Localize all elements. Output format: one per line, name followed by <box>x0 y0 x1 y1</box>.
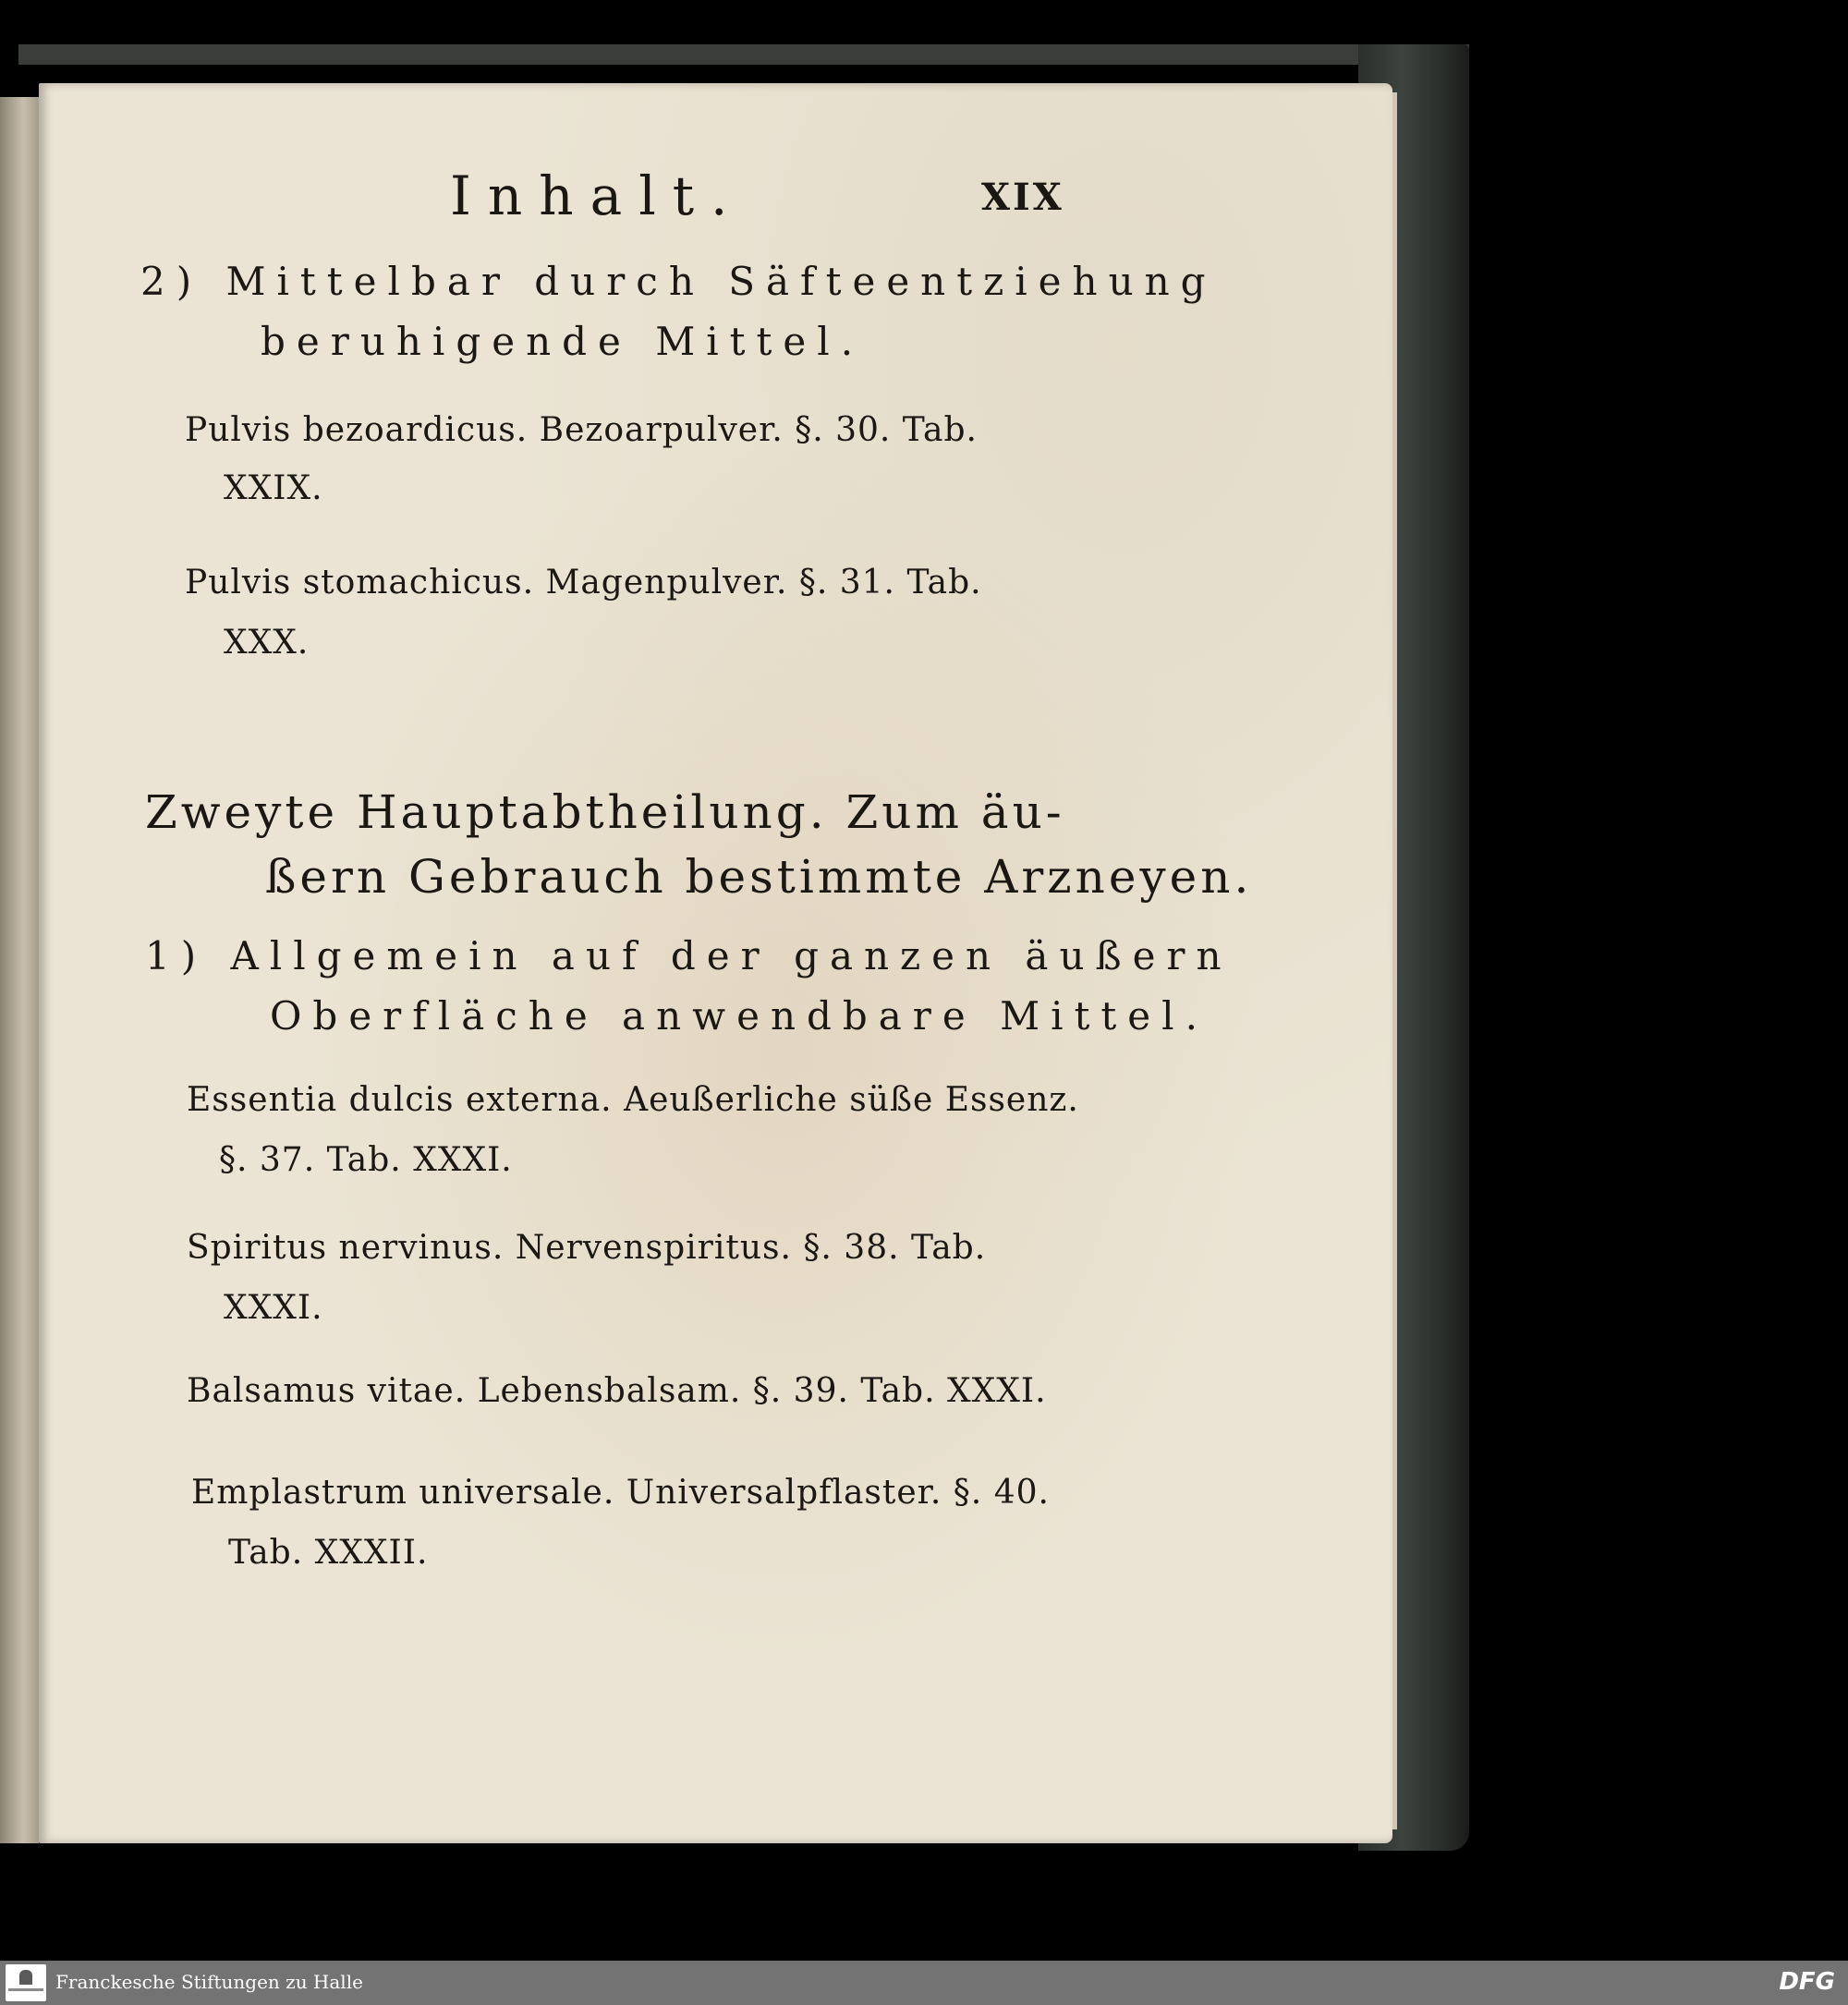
viewer-footer <box>0 1961 1848 2005</box>
part-heading-2: Zweyte Hauptabtheilung. Zum äu- <box>145 785 1065 839</box>
entry-emplastrum-universale-cont: Tab. XXXII. <box>228 1534 429 1572</box>
entry-spiritus-nervinus: Spiritus nervinus. Nervenspiritus. §. 38. Tab. <box>187 1229 987 1267</box>
subsection-heading-1: 1) Allgemein auf der ganzen äußern <box>145 933 1233 978</box>
institution-name: Franckesche Stiftungen zu Halle <box>55 1971 363 1993</box>
institution-logo-icon <box>6 1964 46 2001</box>
dfg-logo: DFG <box>1779 1968 1835 1996</box>
entry-balsamus-vitae: Balsamus vitae. Lebensbalsam. §. 39. Tab. XXXI. <box>187 1372 1047 1410</box>
section-heading-2-cont: beruhigende Mittel. <box>261 319 865 364</box>
entry-spiritus-nervinus-cont: XXXI. <box>224 1289 323 1327</box>
page-number: XIX <box>981 176 1064 219</box>
page-heading: Inhalt. <box>450 164 745 227</box>
book-cover-top <box>18 44 1469 65</box>
book-page <box>39 83 1392 1843</box>
part-heading-2-cont: ßern Gebrauch bestimmte Arzneyen. <box>265 850 1253 904</box>
subsection-heading-1-cont: Oberfläche anwendbare Mittel. <box>270 993 1209 1039</box>
entry-pulvis-bezoardicus: Pulvis bezoardicus. Bezoarpulver. §. 30. Tab. <box>185 411 978 449</box>
entry-pulvis-stomachicus-cont: XXX. <box>224 624 310 662</box>
entry-pulvis-stomachicus: Pulvis stomachicus. Magenpulver. §. 31. Tab. <box>185 564 982 602</box>
section-heading-2: 2) Mittelbar durch Säfteentziehung <box>140 259 1217 304</box>
entry-emplastrum-universale: Emplastrum universale. Universalpflaster. §. 40. <box>191 1474 1050 1512</box>
facing-page-edge <box>0 97 39 1843</box>
entry-essentia-dulcis-cont: §. 37. Tab. XXXI. <box>219 1141 513 1179</box>
entry-pulvis-bezoardicus-cont: XXIX. <box>224 469 323 507</box>
entry-essentia-dulcis: Essentia dulcis externa. Aeußerliche süße Essenz. <box>187 1081 1079 1119</box>
